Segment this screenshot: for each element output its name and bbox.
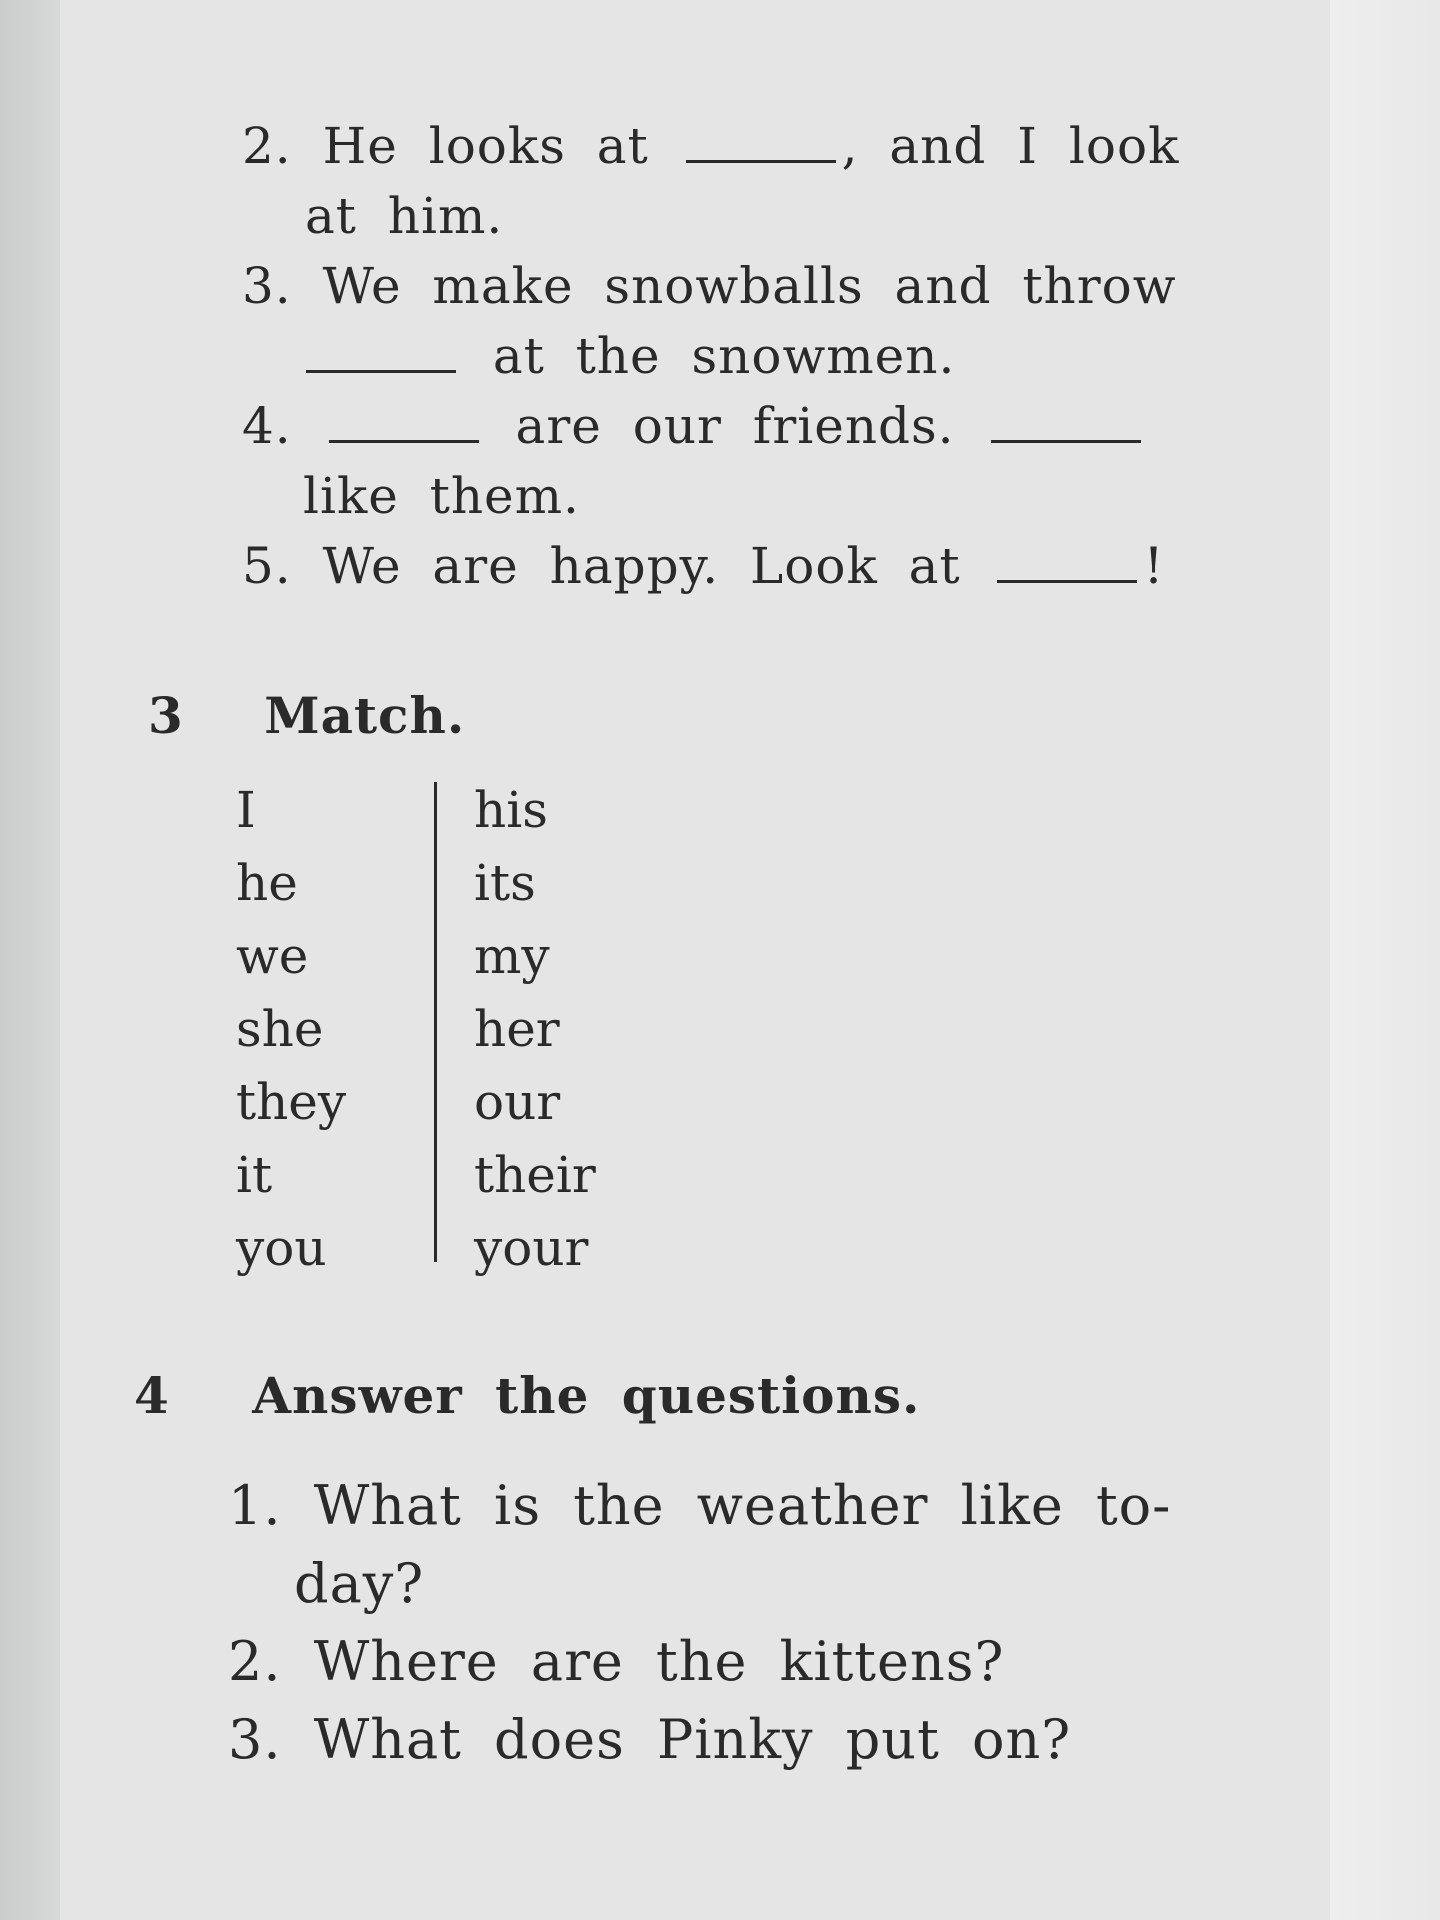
match-item[interactable]: we <box>236 927 309 985</box>
item-number: 5. <box>242 537 292 595</box>
item-number: 3. <box>242 257 292 315</box>
question-text: What is the weather like to- <box>313 1474 1172 1537</box>
answer-blank[interactable] <box>686 120 836 163</box>
answer-blank[interactable] <box>306 330 456 373</box>
exercise-number: 3 <box>148 686 184 745</box>
item-number: 1. <box>228 1474 282 1537</box>
ex2-item3-line2 <box>300 326 955 386</box>
item-text: at the snowmen. <box>492 327 956 385</box>
ex2-item2-line2: at him. <box>305 187 504 245</box>
match-item[interactable]: our <box>474 1073 561 1131</box>
ex2-item4-line1 <box>242 396 1147 456</box>
exercise-4-heading <box>134 1366 920 1426</box>
match-divider <box>434 782 437 1262</box>
ex4-question-1-line1 <box>228 1476 1171 1536</box>
exercise-3-heading <box>148 686 465 746</box>
item-number: 4. <box>242 397 292 455</box>
item-number: 2. <box>228 1630 282 1693</box>
match-item[interactable]: they <box>236 1073 347 1131</box>
exercise-title: Match. <box>264 686 466 745</box>
item-text: He looks at <box>322 117 649 175</box>
match-left-column <box>236 774 346 1285</box>
item-text: We are happy. Look at <box>322 537 961 595</box>
match-item[interactable]: their <box>474 1146 596 1204</box>
match-item[interactable]: your <box>474 1219 589 1277</box>
answer-blank[interactable] <box>991 400 1141 443</box>
item-text: are our friends. <box>515 397 955 455</box>
exercise-title: Answer the questions. <box>252 1366 921 1425</box>
match-item[interactable]: she <box>236 1000 324 1058</box>
ex2-item5 <box>242 536 1165 596</box>
match-item[interactable]: its <box>474 854 536 912</box>
ex2-item2-line1 <box>242 116 1179 176</box>
match-right-column <box>474 774 596 1285</box>
match-item[interactable]: her <box>474 1000 560 1058</box>
item-number: 2. <box>242 117 292 175</box>
item-text: We make snowballs and throw <box>322 257 1177 315</box>
match-item[interactable]: I <box>236 781 256 839</box>
ex2-item4-line2: like them. <box>303 467 580 525</box>
answer-blank[interactable] <box>329 400 479 443</box>
ex2-item3-line1 <box>242 256 1177 316</box>
ex4-question-1-line2: day? <box>294 1552 425 1615</box>
match-item[interactable]: you <box>236 1219 327 1277</box>
item-text: ! <box>1143 537 1165 595</box>
ex4-question-2 <box>228 1632 1004 1692</box>
exercise-number: 4 <box>134 1366 170 1425</box>
question-text: Where are the kittens? <box>313 1630 1005 1693</box>
match-item[interactable]: he <box>236 854 298 912</box>
answer-blank[interactable] <box>997 540 1137 583</box>
item-number: 3. <box>228 1708 282 1771</box>
match-item[interactable]: my <box>474 927 550 985</box>
item-text: , and I look <box>841 117 1180 175</box>
ex4-question-3 <box>228 1710 1071 1770</box>
match-item[interactable]: it <box>236 1146 273 1204</box>
question-text: What does Pinky put on? <box>313 1708 1072 1771</box>
match-item[interactable]: his <box>474 781 548 839</box>
